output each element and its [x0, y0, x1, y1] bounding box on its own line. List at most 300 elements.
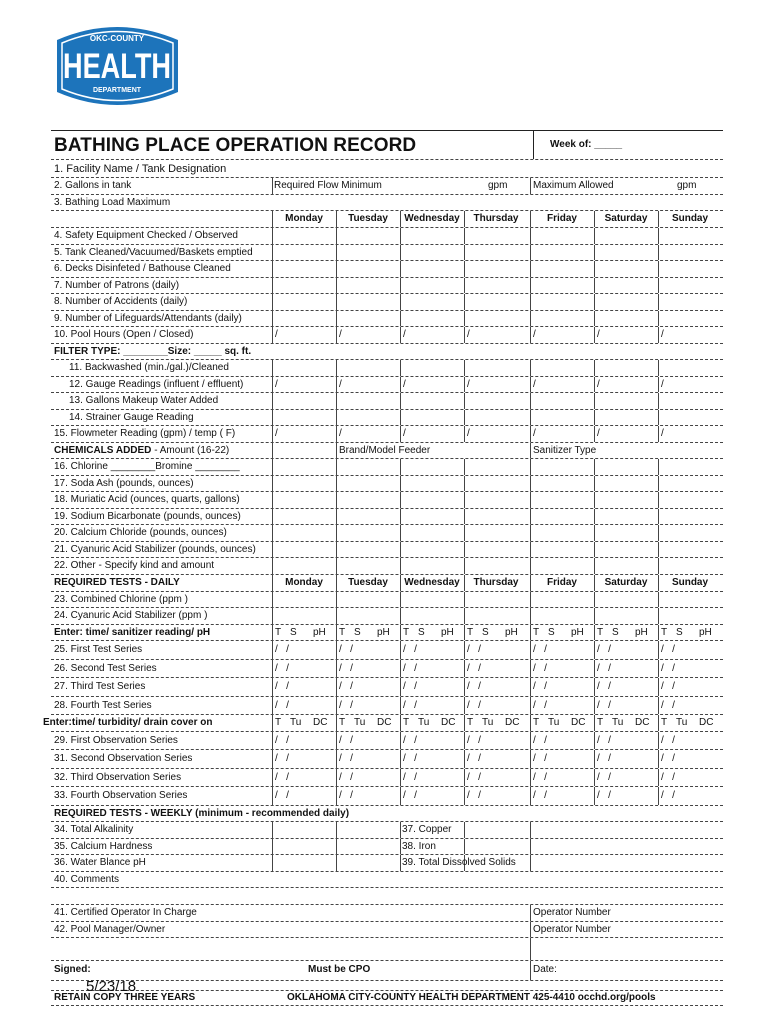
comments-blank-row[interactable] [51, 887, 723, 904]
flowmeter-row-cell-2[interactable]: / [403, 428, 406, 440]
column-divider [272, 459, 273, 475]
column-divider [400, 377, 401, 393]
column-divider [400, 261, 401, 277]
column-divider [464, 787, 465, 804]
column-divider [530, 938, 531, 960]
column-divider [658, 715, 659, 731]
obs-series-3-cell-0[interactable]: / / [275, 790, 289, 802]
column-divider [530, 592, 531, 608]
column-divider [530, 327, 531, 343]
enter-turbidity-label: Enter:time/ turbidity/ drain cover on [43, 716, 213, 728]
enter-turbidity-row-ttudc-6-1: Tu [676, 716, 688, 728]
column-divider [400, 839, 401, 855]
day-sunday-2: Sunday [671, 576, 709, 588]
column-divider [464, 228, 465, 244]
weekly-right-1: 38. Iron [402, 840, 436, 852]
column-divider [400, 608, 401, 624]
column-divider [464, 525, 465, 541]
flowmeter-row-cell-0[interactable]: / [275, 428, 278, 440]
column-divider [530, 608, 531, 624]
enter-sanitizer-row-tsph-5-1: S [612, 626, 619, 638]
obs-series-1-cell-3[interactable]: / / [467, 753, 481, 765]
column-divider [594, 787, 595, 804]
obs-series-2-cell-1[interactable]: / / [339, 771, 353, 783]
makeup-label: 13. Gallons Makeup Water Added [69, 395, 219, 407]
column-divider [464, 592, 465, 608]
flowmeter-row[interactable] [51, 425, 723, 442]
item-a-4[interactable] [51, 293, 723, 310]
obs-series-1-cell-2[interactable]: / / [403, 753, 417, 765]
operation-record-form [43, 130, 723, 1006]
column-divider [272, 839, 273, 855]
signed-spacer-row [51, 980, 723, 990]
test-series-2-cell-3[interactable]: / / [467, 681, 481, 693]
obs-series-3[interactable] [51, 786, 723, 804]
gallons-row[interactable] [51, 177, 723, 194]
column-divider [530, 492, 531, 508]
obs-series-3-cell-6[interactable]: / / [661, 790, 675, 802]
column-divider [658, 525, 659, 541]
test-series-0-label: 25. First Test Series [54, 644, 143, 656]
column-divider [530, 750, 531, 767]
test-series-0-cell-5[interactable]: / / [597, 644, 611, 656]
obs-series-1[interactable] [51, 749, 723, 767]
enter-sanitizer-row-tsph-4-2: pH [571, 626, 584, 638]
obs-series-1-cell-4[interactable]: / / [533, 753, 547, 765]
column-divider [658, 476, 659, 492]
column-divider [336, 327, 337, 343]
column-divider [336, 476, 337, 492]
gauge-row-cell-6[interactable]: / [661, 378, 664, 390]
column-divider [336, 660, 337, 677]
signed-row[interactable] [51, 960, 723, 980]
obs-series-3-cell-5[interactable]: / / [597, 790, 611, 802]
column-divider [658, 426, 659, 442]
day-friday: Friday [546, 213, 577, 225]
enter-turbidity-row-ttudc-4-1: Tu [548, 716, 560, 728]
test-series-3-cell-6[interactable]: / / [661, 699, 675, 711]
item-b-1[interactable] [51, 491, 723, 508]
bathing-load-row[interactable] [51, 194, 723, 211]
enter-sanitizer-label: Enter: time/ sanitizer reading/ pH [54, 626, 211, 638]
makeup-row[interactable] [51, 392, 723, 409]
column-divider [336, 393, 337, 409]
pool-hours-row-cell-5[interactable]: / [597, 329, 600, 341]
column-divider [594, 732, 595, 749]
item-a-0-label: 4. Safety Equipment Checked / Observed [54, 230, 238, 242]
gpm-label-2: gpm [677, 180, 697, 192]
column-divider [594, 261, 595, 277]
column-divider [530, 922, 531, 938]
required-flow-label: Required Flow Minimum [274, 180, 382, 192]
column-divider [658, 327, 659, 343]
day-tuesday-2: Tuesday [348, 576, 388, 588]
item-a-3-label: 7. Number of Patrons (daily) [54, 279, 180, 291]
column-divider [272, 178, 273, 194]
column-divider [272, 732, 273, 749]
test-series-3-cell-1[interactable]: / / [339, 699, 353, 711]
column-divider [464, 476, 465, 492]
test-series-3-cell-5[interactable]: / / [597, 699, 611, 711]
gpm-label-1: gpm [488, 180, 508, 192]
test-series-1-cell-2[interactable]: / / [403, 662, 417, 674]
item-b-0[interactable] [51, 475, 723, 492]
weekly-1[interactable] [51, 838, 723, 855]
column-divider [336, 492, 337, 508]
column-divider [658, 641, 659, 658]
column-divider [464, 839, 465, 855]
column-divider [658, 592, 659, 608]
test-series-0-cell-3[interactable]: / / [467, 644, 481, 656]
gauge-row-cell-2[interactable]: / [403, 378, 406, 390]
item-a-5[interactable] [51, 310, 723, 327]
column-divider [336, 459, 337, 475]
item-b-4[interactable] [51, 541, 723, 558]
weekly-0[interactable] [51, 821, 723, 838]
column-divider [658, 697, 659, 714]
obs-series-0[interactable] [51, 731, 723, 749]
column-divider [336, 750, 337, 767]
column-divider [464, 542, 465, 558]
obs-series-2-cell-6[interactable]: / / [661, 771, 675, 783]
column-divider [464, 608, 465, 624]
test-series-1-cell-0[interactable]: / / [275, 662, 289, 674]
required-daily-row [51, 574, 723, 591]
column-divider [594, 697, 595, 714]
signed-label: Signed: [54, 964, 91, 976]
enter-sanitizer-row-tsph-3-0: T [467, 626, 474, 638]
manager-row[interactable] [51, 921, 723, 938]
chemicals-amount-label: - Amount (16-22) [151, 444, 230, 456]
pool-hours-row-cell-2[interactable]: / [403, 329, 406, 341]
test-series-0-cell-4[interactable]: / / [533, 644, 547, 656]
comments-row[interactable] [51, 871, 723, 888]
obs-series-3-cell-4[interactable]: / / [533, 790, 547, 802]
certified-row[interactable] [51, 904, 723, 921]
enter-sanitizer-row-tsph-2-0: T [403, 626, 410, 638]
logo-bottom-text: DEPARTMENT [92, 87, 142, 94]
test-series-1-cell-1[interactable]: / / [339, 662, 353, 674]
filter-type-row[interactable] [51, 343, 723, 360]
required-weekly-row [51, 805, 723, 822]
column-divider [336, 509, 337, 525]
column-divider [658, 750, 659, 767]
column-divider [658, 608, 659, 624]
column-divider [464, 769, 465, 786]
pool-hours-row[interactable] [51, 326, 723, 343]
pool-hours-row-cell-6[interactable]: / [661, 329, 664, 341]
column-divider [400, 311, 401, 327]
column-divider [464, 558, 465, 574]
column-divider [530, 228, 531, 244]
test-series-3-cell-3[interactable]: / / [467, 699, 481, 711]
certified-label: 41. Certified Operator In Charge [54, 907, 197, 919]
day-saturday: Saturday [604, 213, 648, 225]
column-divider [464, 641, 465, 658]
flowmeter-row-cell-1[interactable]: / [339, 428, 342, 440]
obs-series-1-cell-1[interactable]: / / [339, 753, 353, 765]
gauge-row-cell-1[interactable]: / [339, 378, 342, 390]
gauge-row-cell-4[interactable]: / [533, 378, 536, 390]
obs-series-1-cell-5[interactable]: / / [597, 753, 611, 765]
column-divider [658, 360, 659, 376]
column-divider [400, 228, 401, 244]
chlorine-label: 16. Chlorine ________Bromine ________ [54, 461, 240, 473]
department-label: OKLAHOMA CITY-COUNTY HEALTH DEPARTMENT 425-4410 occhd.org/pools [287, 992, 656, 1004]
column-divider [530, 905, 531, 921]
obs-series-2-cell-5[interactable]: / / [597, 771, 611, 783]
column-divider [530, 476, 531, 492]
required-daily-label: REQUIRED TESTS - DAILY [54, 576, 180, 588]
test-series-1-label: 26. Second Test Series [54, 662, 157, 674]
test-series-0-cell-0[interactable]: / / [275, 644, 289, 656]
column-divider [530, 459, 531, 475]
obs-series-3-cell-2[interactable]: / / [403, 790, 417, 802]
logo-top-text: OKC-COUNTY [89, 34, 145, 43]
pool-hours-row-cell-1[interactable]: / [339, 329, 342, 341]
gauge-row-cell-0[interactable]: / [275, 378, 278, 390]
column-divider [272, 542, 273, 558]
test-series-2[interactable] [51, 677, 723, 695]
column-divider [594, 327, 595, 343]
obs-series-1-cell-6[interactable]: / / [661, 753, 675, 765]
item-c-0-label: 23. Combined Chlorine (ppm ) [54, 593, 188, 605]
column-divider [464, 245, 465, 261]
obs-series-0-cell-3[interactable]: / / [467, 734, 481, 746]
item-a-3[interactable] [51, 277, 723, 294]
obs-series-2[interactable] [51, 768, 723, 786]
test-series-2-cell-6[interactable]: / / [661, 681, 675, 693]
weekly-2-label: 36. Water Blance pH [54, 857, 146, 869]
days-header [51, 210, 723, 227]
gauge-row-cell-3[interactable]: / [467, 378, 470, 390]
test-series-2-label: 27. Third Test Series [54, 681, 146, 693]
weekly-right-0: 37. Copper [402, 824, 452, 836]
item-a-2-label: 6. Decks Disinfeted / Bathouse Cleaned [54, 263, 231, 275]
test-series-0-cell-1[interactable]: / / [339, 644, 353, 656]
column-divider [272, 261, 273, 277]
form-date: 5/23/18 [86, 978, 137, 995]
flowmeter-row-cell-5[interactable]: / [597, 428, 600, 440]
manager-label: 42. Pool Manager/Owner [54, 923, 166, 935]
column-divider [400, 476, 401, 492]
obs-series-2-cell-2[interactable]: / / [403, 771, 417, 783]
column-divider [272, 311, 273, 327]
column-divider [658, 278, 659, 294]
column-divider [400, 855, 401, 871]
obs-series-0-cell-6[interactable]: / / [661, 734, 675, 746]
enter-sanitizer-row-tsph-5-2: pH [635, 626, 648, 638]
enter-turbidity-row-ttudc-6-0: T [661, 716, 668, 728]
test-series-2-cell-4[interactable]: / / [533, 681, 547, 693]
item-a-4-label: 8. Number of Accidents (daily) [54, 296, 188, 308]
column-divider [594, 377, 595, 393]
column-divider [400, 592, 401, 608]
obs-series-3-cell-1[interactable]: / / [339, 790, 353, 802]
column-divider [400, 294, 401, 310]
column-divider [272, 492, 273, 508]
enter-turbidity-row-ttudc-1-2: DC [377, 716, 392, 728]
obs-series-1-cell-0[interactable]: / / [275, 753, 289, 765]
column-divider [272, 393, 273, 409]
pool-hours-row-cell-3[interactable]: / [467, 329, 470, 341]
column-divider [336, 787, 337, 804]
day-monday: Monday [285, 213, 323, 225]
test-series-1-cell-6[interactable]: / / [661, 662, 675, 674]
column-divider [594, 278, 595, 294]
flowmeter-row-cell-3[interactable]: / [467, 428, 470, 440]
column-divider [594, 360, 595, 376]
column-divider [336, 608, 337, 624]
obs-series-0-cell-0[interactable]: / / [275, 734, 289, 746]
flowmeter-row-cell-4[interactable]: / [533, 428, 536, 440]
pool-hours-row-cell-0[interactable]: / [275, 329, 278, 341]
test-series-2-cell-5[interactable]: / / [597, 681, 611, 693]
test-series-1-cell-5[interactable]: / / [597, 662, 611, 674]
item-a-1[interactable] [51, 244, 723, 261]
test-series-2-cell-2[interactable]: / / [403, 681, 417, 693]
column-divider [658, 542, 659, 558]
weekly-2[interactable] [51, 854, 723, 871]
obs-series-2-cell-3[interactable]: / / [467, 771, 481, 783]
enter-turbidity-row-ttudc-6-2: DC [699, 716, 714, 728]
obs-series-3-cell-3[interactable]: / / [467, 790, 481, 802]
strainer-row[interactable] [51, 409, 723, 426]
enter-turbidity-row-ttudc-0-0: T [275, 716, 282, 728]
week-of-field[interactable]: Week of: _____ [533, 131, 710, 159]
obs-series-0-label: 29. First Observation Series [54, 734, 178, 746]
retain-row [51, 990, 723, 1006]
test-series-3-cell-4[interactable]: / / [533, 699, 547, 711]
column-divider [336, 542, 337, 558]
enter-sanitizer-row-tsph-6-2: pH [699, 626, 712, 638]
strainer-label: 14. Strainer Gauge Reading [69, 411, 194, 423]
test-series-1-cell-4[interactable]: / / [533, 662, 547, 674]
column-divider [594, 558, 595, 574]
enter-sanitizer-row-tsph-0-0: T [275, 626, 282, 638]
facility-row [51, 159, 723, 177]
column-divider [464, 509, 465, 525]
column-divider [336, 278, 337, 294]
column-divider [272, 410, 273, 426]
column-divider [272, 476, 273, 492]
enter-sanitizer-row-tsph-2-2: pH [441, 626, 454, 638]
column-divider [530, 715, 531, 731]
test-series-2-cell-1[interactable]: / / [339, 681, 353, 693]
column-divider [530, 178, 531, 194]
column-divider [464, 750, 465, 767]
enter-turbidity-row-ttudc-3-1: Tu [482, 716, 494, 728]
column-divider [464, 261, 465, 277]
column-divider [658, 509, 659, 525]
chlorine-row[interactable] [51, 458, 723, 475]
backwashed-label: 11. Backwashed (min./gal.)/Cleaned [69, 362, 229, 374]
obs-series-0-cell-5[interactable]: / / [597, 734, 611, 746]
test-series-2-cell-0[interactable]: / / [275, 681, 289, 693]
backwashed-row[interactable] [51, 359, 723, 376]
item-c-0[interactable] [51, 591, 723, 608]
column-divider [658, 410, 659, 426]
column-divider [272, 245, 273, 261]
weekly-right-2: 39. Total Dissolved Solids [402, 857, 516, 869]
day-tuesday: Tuesday [348, 213, 388, 225]
column-divider [530, 822, 531, 838]
logo-main-text: HEALTH [63, 47, 171, 86]
column-divider [658, 787, 659, 804]
gauge-row[interactable] [51, 376, 723, 393]
item-a-2[interactable] [51, 260, 723, 277]
obs-series-0-cell-1[interactable]: / / [339, 734, 353, 746]
column-divider [530, 641, 531, 658]
enter-sanitizer-row-tsph-4-1: S [548, 626, 555, 638]
enter-turbidity-row-ttudc-1-0: T [339, 716, 346, 728]
title-bar [51, 130, 723, 159]
obs-series-2-cell-0[interactable]: / / [275, 771, 289, 783]
gauge-row-cell-5[interactable]: / [597, 378, 600, 390]
facility-label: 1. Facility Name / Tank Designation [54, 163, 227, 175]
test-series-3-cell-2[interactable]: / / [403, 699, 417, 711]
day-thursday: Thursday [473, 213, 519, 225]
health-department-logo [51, 22, 184, 110]
column-divider [530, 278, 531, 294]
column-divider [530, 525, 531, 541]
column-divider [336, 426, 337, 442]
pool-hours-row-cell-4[interactable]: / [533, 329, 536, 341]
obs-series-2-cell-4[interactable]: / / [533, 771, 547, 783]
column-divider [336, 360, 337, 376]
column-divider [594, 608, 595, 624]
test-series-0-cell-2[interactable]: / / [403, 644, 417, 656]
column-divider [336, 377, 337, 393]
column-divider [594, 678, 595, 695]
operator-number-label-1: Operator Number [533, 907, 611, 919]
column-divider [530, 839, 531, 855]
item-c-1[interactable] [51, 607, 723, 624]
column-divider [594, 641, 595, 658]
flowmeter-label: 15. Flowmeter Reading (gpm) / temp ( F) [54, 428, 236, 440]
column-divider [336, 245, 337, 261]
column-divider [400, 822, 401, 838]
obs-series-0-cell-2[interactable]: / / [403, 734, 417, 746]
obs-series-0-cell-4[interactable]: / / [533, 734, 547, 746]
column-divider [530, 558, 531, 574]
test-series-0[interactable] [51, 640, 723, 658]
item-a-0[interactable] [51, 227, 723, 244]
enter-turbidity-row-ttudc-4-2: DC [571, 716, 586, 728]
column-divider [336, 769, 337, 786]
day-wednesday-2: Wednesday [404, 576, 460, 588]
column-divider [658, 311, 659, 327]
column-divider [594, 492, 595, 508]
date-label: Date: [533, 964, 557, 976]
item-b-2[interactable] [51, 508, 723, 525]
column-divider [530, 410, 531, 426]
item-b-3[interactable] [51, 524, 723, 541]
item-b-5[interactable] [51, 557, 723, 574]
column-divider [272, 525, 273, 541]
test-series-3-cell-0[interactable]: / / [275, 699, 289, 711]
day-saturday-2: Saturday [604, 576, 648, 588]
comments-label: 40. Comments [54, 873, 120, 885]
column-divider [594, 476, 595, 492]
test-series-0-cell-6[interactable]: / / [661, 644, 675, 656]
test-series-1[interactable] [51, 659, 723, 677]
test-series-1-cell-3[interactable]: / / [467, 662, 481, 674]
flowmeter-row-cell-6[interactable]: / [661, 428, 664, 440]
test-series-3[interactable] [51, 696, 723, 714]
column-divider [336, 311, 337, 327]
column-divider [530, 311, 531, 327]
